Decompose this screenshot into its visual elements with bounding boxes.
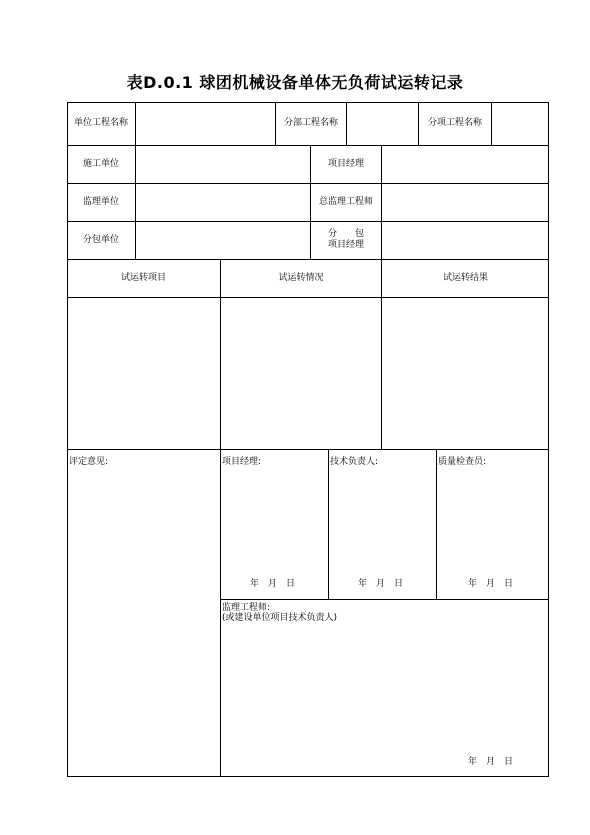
tech-lead-date: 年 月 日	[358, 579, 404, 589]
col-divider	[436, 449, 437, 599]
supervision-unit-label: 监理单位	[82, 196, 119, 207]
subcontract-unit-value[interactable]	[136, 221, 310, 259]
unit-project-name-value[interactable]	[136, 102, 275, 145]
evaluation-project-manager-label: 项目经理:	[222, 457, 262, 467]
supervisor-label: 监理工程师:	[222, 603, 271, 613]
construction-unit-label: 施工单位	[82, 158, 119, 169]
supervisor-date: 年 月 日	[468, 757, 514, 767]
col-divider	[328, 449, 329, 599]
quality-inspector-date: 年 月 日	[468, 579, 514, 589]
subcontract-unit-label: 分包单位	[82, 234, 119, 245]
col-divider	[220, 449, 221, 777]
item-project-name-label: 分项工程名称	[427, 118, 482, 128]
supervisor-note: (或建设单位项目技术负责人)	[222, 613, 338, 623]
evaluation-tech-lead-label: 技术负责人:	[330, 457, 379, 467]
trial-item-header: 试运转项目	[120, 272, 166, 283]
chief-supervisor-label: 总监理工程师	[318, 196, 373, 207]
construction-unit-value[interactable]	[136, 145, 310, 183]
supervision-unit-value[interactable]	[136, 183, 310, 221]
sub-project-name-value[interactable]	[347, 102, 418, 145]
trial-status-header: 试运转情况	[278, 272, 324, 283]
unit-project-name-label: 单位工程名称	[73, 118, 128, 128]
item-project-name-value[interactable]	[492, 102, 549, 145]
trial-result-content[interactable]	[382, 298, 549, 449]
chief-supervisor-value[interactable]	[382, 183, 549, 221]
project-manager-label: 项目经理	[327, 158, 364, 169]
subcontract-manager-line1: 分 包	[327, 229, 364, 239]
subcontract-manager-label	[311, 221, 381, 259]
subcontract-manager-line2: 项目经理	[327, 240, 364, 250]
page-title: 表D.0.1 球团机械设备单体无负荷试运转记录	[126, 73, 464, 92]
trial-result-header: 试运转结果	[442, 272, 488, 283]
trial-item-content[interactable]	[68, 298, 220, 449]
row-divider	[67, 449, 549, 450]
evaluation-opinion-label: 评定意见:	[69, 457, 109, 467]
row-divider	[220, 599, 549, 600]
sub-project-name-label: 分部工程名称	[283, 118, 338, 128]
evaluation-quality-inspector-label: 质量检查员:	[438, 457, 487, 467]
project-manager-date: 年 月 日	[250, 579, 296, 589]
project-manager-value[interactable]	[382, 145, 549, 183]
subcontract-manager-value[interactable]	[382, 221, 549, 259]
trial-status-content[interactable]	[221, 298, 381, 449]
